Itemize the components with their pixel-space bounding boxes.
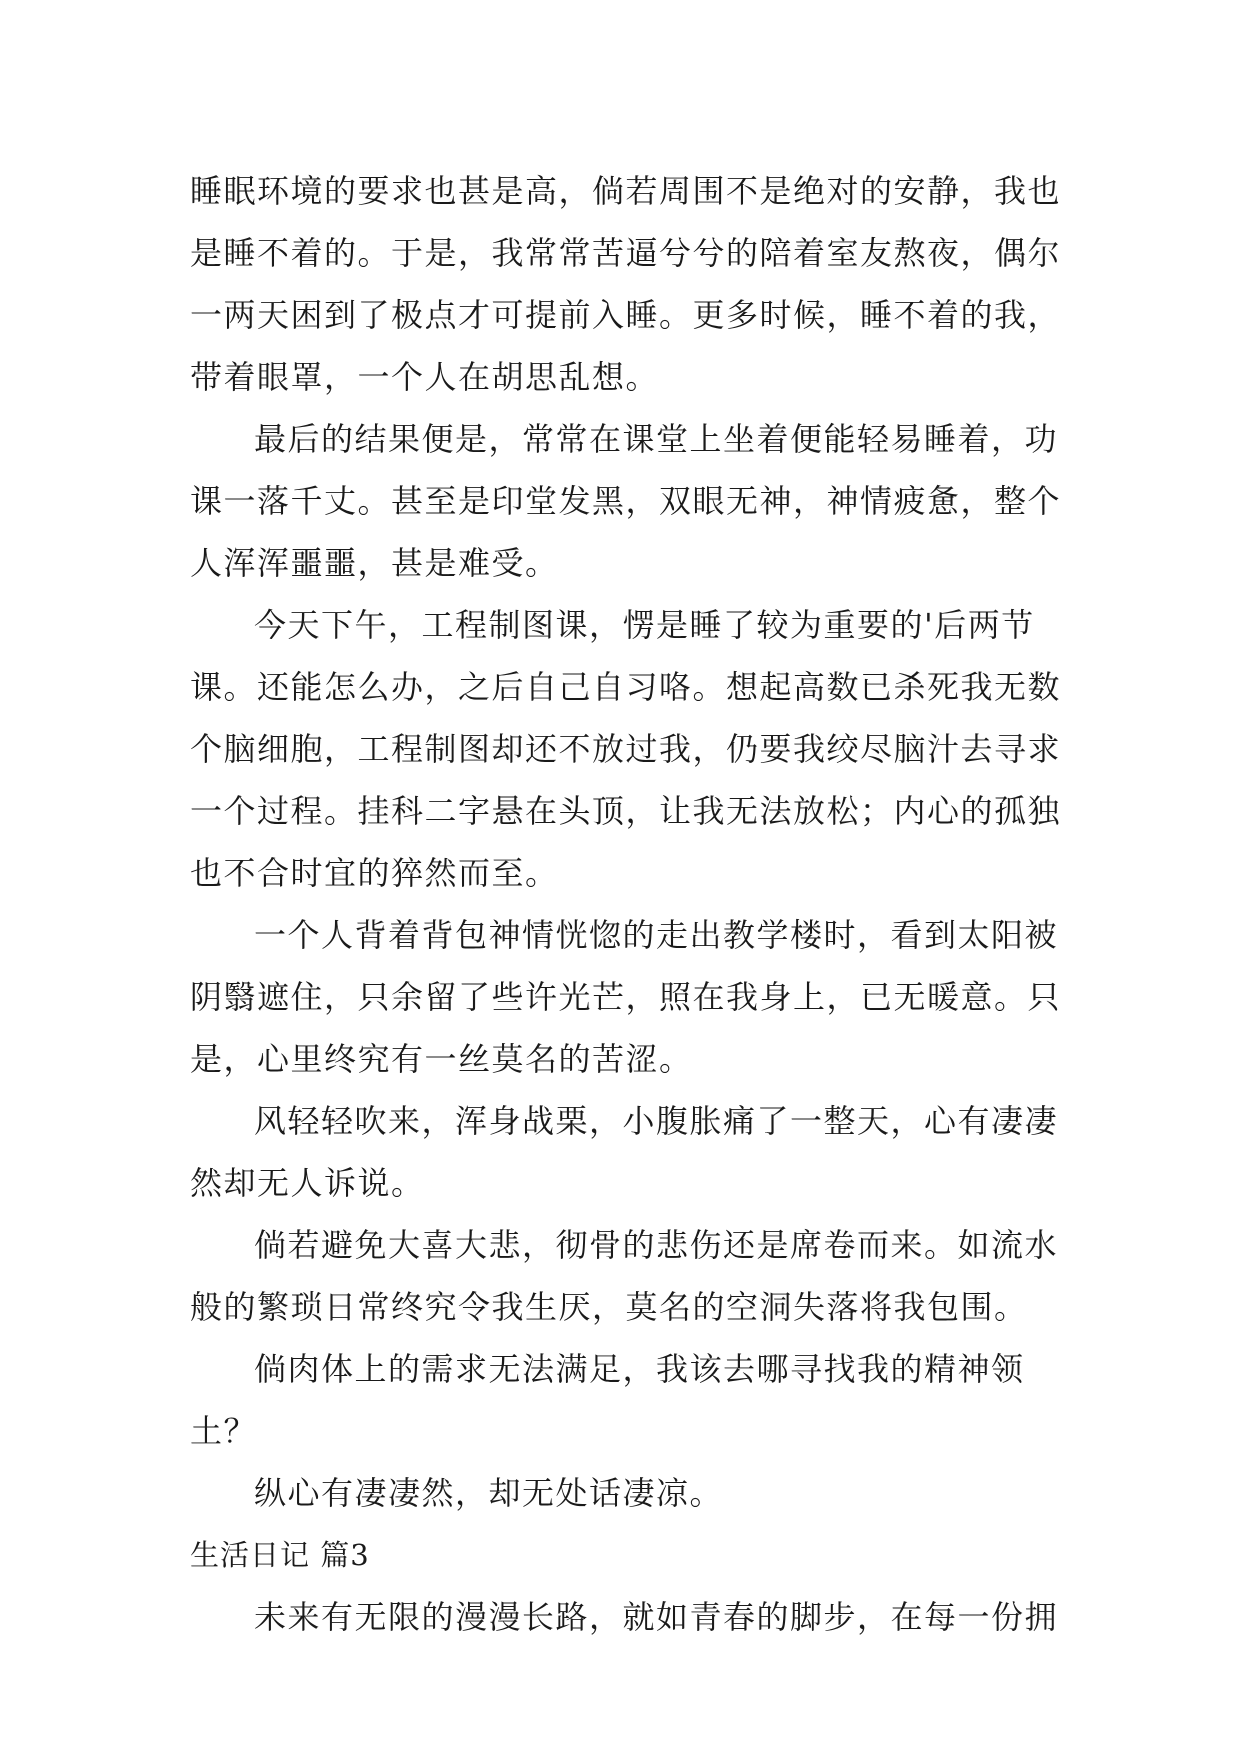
paragraph-7 xyxy=(190,1338,1070,1462)
paragraph-4 xyxy=(190,904,1070,1090)
text-line: 是，心里终究有一丝莫名的苦涩。 xyxy=(190,1040,693,1078)
text-line: 睡眠环境的要求也甚是高，倘若周围不是绝对的安静，我也 xyxy=(190,172,1062,210)
text-line: 一个人背着背包神情恍惚的走出教学楼时，看到太阳被 xyxy=(254,916,1059,954)
text-line: 未来有无限的漫漫长路，就如青春的脚步，在每一份拥 xyxy=(254,1598,1059,1636)
text-line: 土？ xyxy=(190,1412,258,1450)
text-line: 般的繁琐日常终究令我生厌，莫名的空洞失落将我包围。 xyxy=(190,1288,1028,1326)
document-page xyxy=(190,160,1070,1648)
text-line: 课。还能怎么办，之后自己自习咯。想起高数已杀死我无数 xyxy=(190,668,1062,706)
text-line: 一两天困到了极点才可提前入睡。更多时候，睡不着的我， xyxy=(190,296,1062,334)
text-line: 一个过程。挂科二字悬在头顶，让我无法放松；内心的孤独 xyxy=(190,792,1062,830)
text-line: 课一落千丈。甚至是印堂发黑，双眼无神，神情疲惫，整个 xyxy=(190,482,1062,520)
text-line: 风轻轻吹来，浑身战栗，小腹胀痛了一整天，心有凄凄 xyxy=(254,1102,1059,1140)
section-heading: 生活日记 篇3 xyxy=(190,1538,370,1572)
paragraph-5 xyxy=(190,1090,1070,1214)
text-line: 今天下午，工程制图课，愣是睡了较为重要的'后两节 xyxy=(254,606,1035,644)
text-line: 纵心有凄凄然，却无处话凄凉。 xyxy=(254,1474,724,1512)
text-line: 最后的结果便是，常常在课堂上坐着便能轻易睡着，功 xyxy=(254,420,1059,458)
text-line: 是睡不着的。于是，我常常苦逼兮兮的陪着室友熬夜，偶尔 xyxy=(190,234,1062,272)
text-line: 也不合时宜的猝然而至。 xyxy=(190,854,559,892)
text-line: 然却无人诉说。 xyxy=(190,1164,425,1202)
paragraph-3 xyxy=(190,594,1070,904)
text-line: 带着眼罩，一个人在胡思乱想。 xyxy=(190,358,660,396)
paragraph-final xyxy=(190,1586,1070,1648)
paragraph-6 xyxy=(190,1214,1070,1338)
text-line: 人浑浑噩噩，甚是难受。 xyxy=(190,544,559,582)
text-line: 阴翳遮住，只余留了些许光芒，照在我身上，已无暖意。只 xyxy=(190,978,1062,1016)
text-line: 倘若避免大喜大悲，彻骨的悲伤还是席卷而来。如流水 xyxy=(254,1226,1059,1264)
text-line: 倘肉体上的需求无法满足，我该去哪寻找我的精神领 xyxy=(254,1350,1025,1388)
text-line: 个脑细胞，工程制图却还不放过我，仍要我绞尽脑汁去寻求 xyxy=(190,730,1062,768)
paragraph-8 xyxy=(190,1462,1070,1524)
paragraph-2 xyxy=(190,408,1070,594)
paragraph-1 xyxy=(190,160,1070,408)
